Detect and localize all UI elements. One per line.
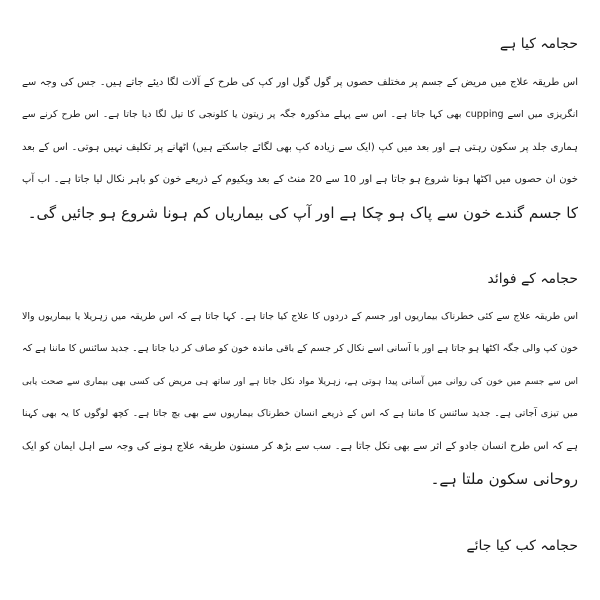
- section-heading-when-to-do: حجامہ کب کیا جائے: [466, 538, 578, 554]
- paragraph-line: انگریزی میں اسے cupping بھی کہا جاتا ہے۔ اس سے پہلے مذکورہ جگہ پر زیتون یا کلونجی کا تیل لگا دیا جاتا ہے۔ اس طرح کرنے سے: [22, 109, 578, 120]
- paragraph-line: خون ان حصوں میں اکٹھا ہونا شروع ہو جاتا ہے اور 10 سے 20 منٹ کے بعد ویکیوم کے ذریعے خون کو باہر نکال لیا جاتا ہے۔ اب آپ: [22, 174, 578, 185]
- paragraph-line: روحانی سکون ملتا ہے۔: [430, 470, 578, 488]
- paragraph-line: میں تیزی آجاتی ہے۔ جدید سائنس کا ماننا ہے کہ اس کے ذریعے انسان خطرناک بیماریوں سے بھی بچ جاتا ہے۔ کچھ لوگوں کا یہ بھی کہنا: [22, 408, 578, 419]
- section-heading-what-is-hijama: حجامہ کیا ہے: [499, 36, 578, 52]
- paragraph-line: اس سے جسم میں خون کی روانی میں آسانی پیدا ہوتی ہے، زہریلا مواد نکل جاتا ہے اور ساتھ ہی مریض کی کسی بھی بیماری سے صحت یابی: [22, 377, 578, 387]
- paragraph-line: اس طریقہ علاج سے کئی خطرناک بیماریوں اور جسم کے دردوں کا علاج کیا جاتا ہے۔ کہا جاتا ہے کہ اس طریقہ میں زہریلا یا بیماریوں والا: [22, 311, 578, 322]
- paragraph-line: خون کپ والی جگہ اکٹھا ہو جاتا ہے اور با آسانی اسے نکال کر جسم کے باقی ماندہ خون کو صاف کر دیا جاتا ہے۔ جدید سائنس کا ماننا ہے کہ: [22, 343, 578, 354]
- paragraph-line: ہماری جلد پر سکون رہتی ہے اور بعد میں کپ (ایک سے زیادہ کپ بھی لگائے جاسکتے ہیں) اٹھانے پر تکلیف نہیں ہوتی۔ اس کے بعد: [22, 142, 578, 153]
- paragraph-line: ہے کہ اس طرح انسان جادو کے اثر سے بھی نکل جاتا ہے۔ سب سے بڑھ کر مسنون طریقہ علاج ہونے کی وجہ سے اہل ایمان کو ایک: [22, 441, 578, 452]
- section-heading-benefits: حجامہ کے فوائد: [487, 271, 578, 287]
- paragraph-line: اس طریقہ علاج میں مریض کے جسم پر مختلف حصوں پر گول گول اور کپ کی طرح کے آلات لگا دیئے جاتے ہیں۔ جس کی وجہ سے: [22, 77, 578, 88]
- paragraph-line: کا جسم گندے خون سے پاک ہو چکا ہے اور آپ کی بیماریاں کم ہونا شروع ہو جائیں گی۔: [27, 204, 578, 222]
